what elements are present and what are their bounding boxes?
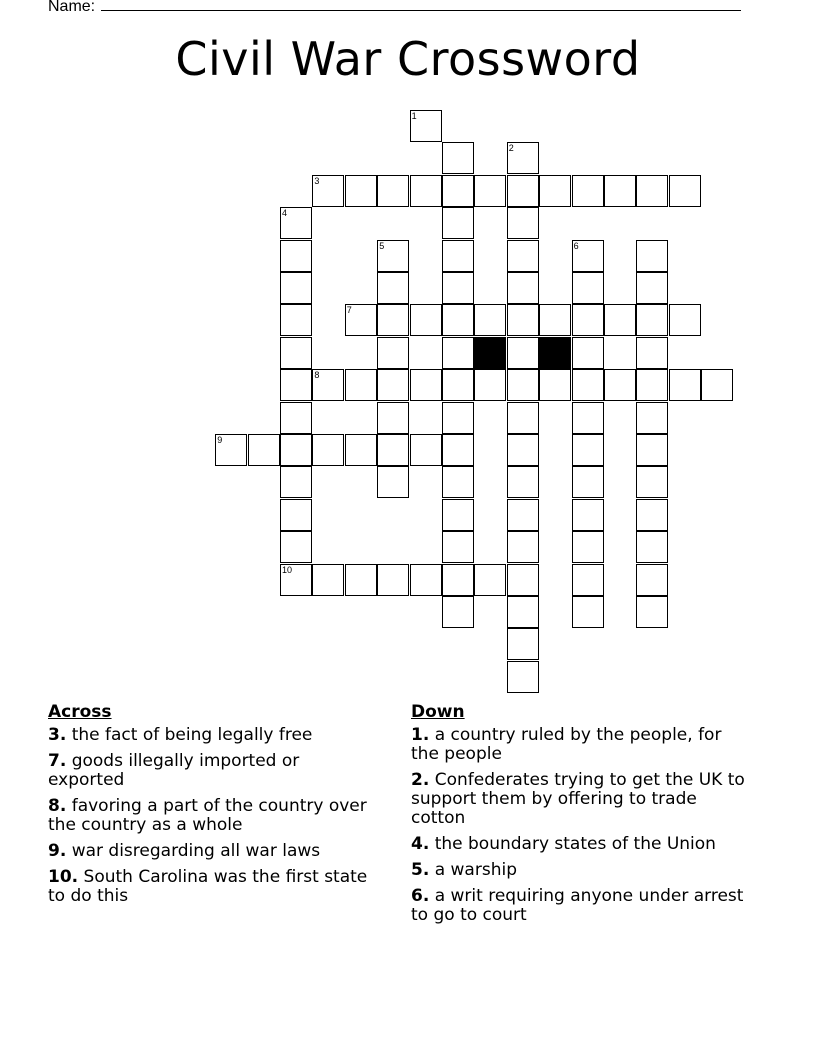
- answer-cell[interactable]: [442, 240, 474, 272]
- answer-cell[interactable]: [280, 240, 312, 272]
- answer-cell[interactable]: [312, 434, 344, 466]
- clue-number-label: 8: [314, 370, 320, 381]
- answer-cell[interactable]: [474, 175, 506, 207]
- answer-cell[interactable]: [572, 499, 604, 531]
- answer-cell[interactable]: [669, 369, 701, 401]
- answer-cell[interactable]: [572, 466, 604, 498]
- answer-cell[interactable]: [507, 628, 539, 660]
- answer-cell[interactable]: [312, 369, 344, 401]
- answer-cell[interactable]: [442, 434, 474, 466]
- clue-across-10: [48, 868, 378, 906]
- answer-cell[interactable]: [636, 272, 668, 304]
- answer-cell[interactable]: [572, 434, 604, 466]
- answer-cell[interactable]: [474, 369, 506, 401]
- clue-across-3: [48, 726, 378, 745]
- clue-number: 6.: [411, 886, 430, 906]
- clue-text: a warship: [434, 860, 517, 880]
- clue-down-2: [411, 771, 751, 828]
- answer-cell[interactable]: [507, 434, 539, 466]
- clue-number: 7.: [48, 751, 67, 771]
- down-clues: [411, 703, 751, 932]
- answer-cell[interactable]: [604, 175, 636, 207]
- answer-cell[interactable]: [507, 207, 539, 239]
- clue-number: 5.: [411, 860, 430, 880]
- clue-number-label: 3: [314, 175, 320, 186]
- answer-cell[interactable]: [507, 661, 539, 693]
- answer-cell[interactable]: [280, 304, 312, 336]
- answer-cell[interactable]: [410, 304, 442, 336]
- clue-number: 4.: [411, 834, 430, 854]
- answer-cell[interactable]: [636, 531, 668, 563]
- answer-cell[interactable]: [377, 304, 409, 336]
- answer-cell[interactable]: [539, 369, 571, 401]
- answer-cell[interactable]: [442, 402, 474, 434]
- name-label: Name:: [48, 0, 96, 15]
- clue-number: 1.: [411, 725, 430, 745]
- answer-cell[interactable]: [345, 175, 377, 207]
- answer-cell[interactable]: [636, 304, 668, 336]
- across-clues: [48, 703, 378, 913]
- clue-number-label: 5: [379, 240, 385, 251]
- answer-cell[interactable]: [507, 564, 539, 596]
- answer-cell[interactable]: [312, 564, 344, 596]
- answer-cell[interactable]: [377, 466, 409, 498]
- answer-cell[interactable]: [572, 369, 604, 401]
- answer-cell[interactable]: [572, 402, 604, 434]
- answer-cell[interactable]: [507, 304, 539, 336]
- answer-cell[interactable]: [377, 175, 409, 207]
- answer-cell[interactable]: [312, 175, 344, 207]
- answer-cell[interactable]: [539, 304, 571, 336]
- answer-cell[interactable]: [507, 142, 539, 174]
- answer-cell[interactable]: [410, 110, 442, 142]
- answer-cell[interactable]: [280, 272, 312, 304]
- down-heading: Down: [411, 702, 465, 722]
- answer-cell[interactable]: [636, 499, 668, 531]
- clue-down-4: [411, 835, 751, 854]
- page-title: Civil War Crossword: [175, 32, 641, 86]
- answer-cell[interactable]: [377, 402, 409, 434]
- clue-across-9: [48, 842, 378, 861]
- answer-cell[interactable]: [701, 369, 733, 401]
- answer-cell[interactable]: [280, 337, 312, 369]
- answer-cell[interactable]: [410, 369, 442, 401]
- clue-down-1: [411, 726, 751, 764]
- clue-number-label: 1: [411, 111, 417, 121]
- answer-cell[interactable]: [507, 175, 539, 207]
- answer-cell[interactable]: [507, 240, 539, 272]
- answer-cell[interactable]: [572, 272, 604, 304]
- answer-cell[interactable]: [248, 434, 280, 466]
- answer-cell[interactable]: [442, 564, 474, 596]
- answer-cell[interactable]: [669, 175, 701, 207]
- answer-cell[interactable]: [507, 466, 539, 498]
- answer-cell[interactable]: [442, 272, 474, 304]
- clue-down-5: [411, 861, 751, 880]
- answer-cell[interactable]: [474, 564, 506, 596]
- answer-cell[interactable]: [636, 369, 668, 401]
- clue-text: favoring a part of the country over the country as a whole: [48, 796, 367, 835]
- answer-cell[interactable]: [280, 369, 312, 401]
- answer-cell[interactable]: [345, 564, 377, 596]
- answer-cell[interactable]: [345, 304, 377, 336]
- answer-cell[interactable]: [215, 434, 247, 466]
- answer-cell[interactable]: [636, 596, 668, 628]
- answer-cell[interactable]: [280, 499, 312, 531]
- clue-text: a country ruled by the people, for the people: [411, 725, 722, 764]
- answer-cell[interactable]: [604, 304, 636, 336]
- answer-cell[interactable]: [669, 304, 701, 336]
- answer-cell[interactable]: [507, 531, 539, 563]
- answer-cell[interactable]: [280, 402, 312, 434]
- answer-cell[interactable]: [507, 499, 539, 531]
- answer-cell[interactable]: [572, 564, 604, 596]
- across-heading: Across: [48, 702, 112, 722]
- answer-cell[interactable]: [442, 175, 474, 207]
- answer-cell[interactable]: [604, 369, 636, 401]
- answer-cell[interactable]: [572, 596, 604, 628]
- answer-cell[interactable]: [539, 175, 571, 207]
- answer-cell[interactable]: [572, 337, 604, 369]
- clue-text: the fact of being legally free: [71, 725, 313, 745]
- answer-cell[interactable]: [572, 304, 604, 336]
- answer-cell[interactable]: [636, 402, 668, 434]
- answer-cell[interactable]: [474, 304, 506, 336]
- clue-number-label: 6: [573, 240, 579, 251]
- answer-cell[interactable]: [345, 434, 377, 466]
- clue-number-label: 9: [217, 435, 223, 445]
- answer-cell[interactable]: [572, 531, 604, 563]
- answer-cell[interactable]: [442, 304, 474, 336]
- clue-text: South Carolina was the first state to do this: [48, 867, 368, 906]
- answer-cell[interactable]: [410, 564, 442, 596]
- clue-number-label: 10: [282, 564, 293, 575]
- answer-cell[interactable]: [507, 337, 539, 369]
- answer-cell[interactable]: [636, 434, 668, 466]
- answer-cell[interactable]: [507, 272, 539, 304]
- answer-cell[interactable]: [442, 369, 474, 401]
- answer-cell[interactable]: [377, 369, 409, 401]
- answer-cell[interactable]: [572, 175, 604, 207]
- clue-number: 2.: [411, 770, 430, 790]
- clue-text: war disregarding all war laws: [71, 841, 321, 861]
- answer-cell[interactable]: [377, 337, 409, 369]
- answer-cell[interactable]: [507, 402, 539, 434]
- answer-cell[interactable]: [410, 175, 442, 207]
- answer-cell[interactable]: [410, 434, 442, 466]
- answer-cell[interactable]: [572, 240, 604, 272]
- answer-cell[interactable]: [442, 207, 474, 239]
- answer-cell[interactable]: [280, 434, 312, 466]
- answer-cell[interactable]: [442, 142, 474, 174]
- answer-cell[interactable]: [280, 466, 312, 498]
- answer-cell[interactable]: [442, 337, 474, 369]
- answer-cell[interactable]: [280, 531, 312, 563]
- clue-number: 3.: [48, 725, 67, 745]
- answer-cell[interactable]: [280, 564, 312, 596]
- answer-cell[interactable]: [507, 596, 539, 628]
- clue-number: 8.: [48, 796, 67, 816]
- black-cell: [474, 337, 506, 369]
- clue-across-7: [48, 752, 378, 790]
- answer-cell[interactable]: [636, 175, 668, 207]
- answer-cell[interactable]: [442, 531, 474, 563]
- clue-number-label: 2: [508, 143, 514, 154]
- answer-cell[interactable]: [636, 240, 668, 272]
- answer-cell[interactable]: [377, 434, 409, 466]
- clue-number: 9.: [48, 841, 67, 861]
- answer-cell[interactable]: [442, 596, 474, 628]
- answer-cell[interactable]: [636, 564, 668, 596]
- answer-cell[interactable]: [377, 564, 409, 596]
- clue-text: the boundary states of the Union: [434, 834, 716, 854]
- answer-cell[interactable]: [636, 466, 668, 498]
- clue-down-6: [411, 887, 751, 925]
- clue-number: 10.: [48, 867, 79, 887]
- clue-across-8: [48, 797, 378, 835]
- clue-text: a writ requiring anyone under arrest to go to court: [411, 886, 744, 925]
- answer-cell[interactable]: [345, 369, 377, 401]
- answer-cell[interactable]: [280, 207, 312, 239]
- clue-text: Confederates trying to get the UK to support them by offering to trade cotton: [411, 770, 745, 828]
- answer-cell[interactable]: [377, 240, 409, 272]
- answer-cell[interactable]: [442, 499, 474, 531]
- answer-cell[interactable]: [507, 369, 539, 401]
- clue-text: goods illegally imported or exported: [48, 751, 300, 790]
- clue-number-label: 7: [346, 305, 352, 316]
- answer-cell[interactable]: [636, 337, 668, 369]
- clue-number-label: 4: [282, 208, 288, 219]
- answer-cell[interactable]: [442, 466, 474, 498]
- answer-cell[interactable]: [377, 272, 409, 304]
- black-cell: [539, 337, 571, 369]
